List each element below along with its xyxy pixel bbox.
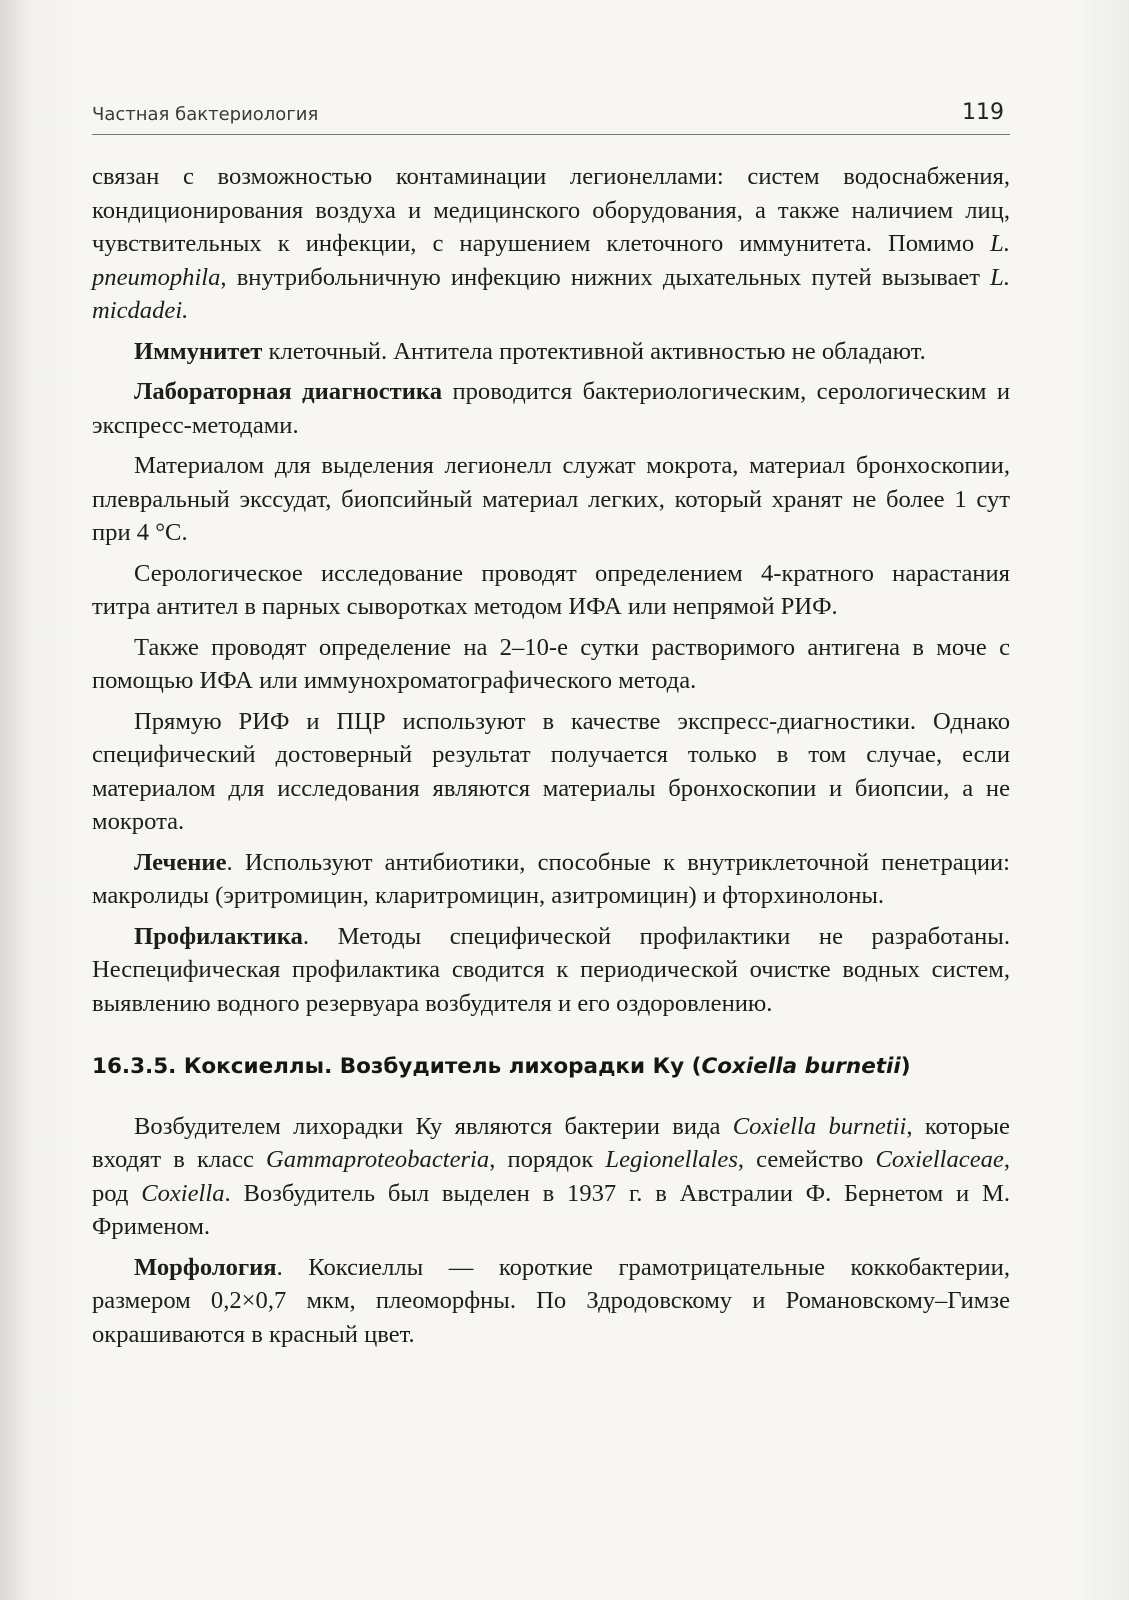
- paragraph-text: , род: [92, 1146, 1010, 1207]
- paragraph-material: Материалом для выделения легионелл служат мокрота, материал бронхоскопии, плевральный экссудат, биопсийный материал легких, который хранят не более 1 сут при 4 °С.: [92, 452, 1010, 546]
- taxon-genus: Coxiella: [141, 1179, 225, 1207]
- paragraph-text: , порядок: [489, 1146, 606, 1173]
- term-immunity: Иммунитет: [134, 337, 263, 365]
- taxon-class: Gammaproteobacteria: [266, 1146, 490, 1173]
- paragraph-text: , внутрибольничную инфекцию нижних дыхательных путей вызывает: [220, 263, 991, 291]
- paragraph-treatment: [92, 846, 1010, 913]
- paragraph-text: , семейство: [737, 1146, 876, 1173]
- section-title: 16.3.5. Коксиеллы. Возбудитель лихорадки Ку (: [92, 1054, 702, 1079]
- term-morphology: Морфология: [134, 1253, 277, 1281]
- paragraph-antigen: Также проводят определение на 2–10-е сутки растворимого антигена в моче с помощью ИФА или иммунохроматографического метода.: [92, 633, 1010, 694]
- section-species: Coxiella burnetii: [701, 1054, 901, 1079]
- paragraph-text: клеточный. Антитела протективной активностью не обладают.: [262, 337, 926, 365]
- species-name: L. pneumophila: [92, 230, 1010, 291]
- paragraph-lab-diagnostics: [92, 375, 1010, 442]
- paragraph-express: Прямую РИФ и ПЦР используют в качестве экспресс-диагностики. Однако специфический достоверный результат получается только в том случае, если материалом для исследования являются материалы бронхоскопии и биопсии, а не мокрота.: [92, 707, 1010, 835]
- paragraph-coxiella-intro: [92, 1110, 1010, 1244]
- paragraph-morphology: [92, 1251, 1010, 1352]
- paragraph-continuation: [92, 160, 1010, 328]
- paragraph-text: , которые входят в класс: [92, 1112, 1010, 1173]
- term-treatment: Лечение: [134, 848, 227, 876]
- paragraph-text: связан с возможностью контаминации легионеллами: систем водоснабжения, кондиционирования воздуха и медицинского оборудования, а также наличием лиц, чувствительных к инфекции, с нарушением клеточного иммунитета. Помимо: [92, 163, 1010, 257]
- paragraph-prophylaxis: [92, 920, 1010, 1021]
- section-heading: [92, 1050, 1010, 1084]
- species-name: Coxiella burnetii: [732, 1112, 907, 1140]
- species-name: L. micdadei.: [92, 263, 1010, 324]
- section-title-close: ): [900, 1054, 911, 1079]
- paragraph-serology: Серологическое исследование проводят определением 4-кратного нарастания титра антител в парных сыворотках методом ИФА или непрямой РИФ.: [92, 559, 1010, 620]
- taxon-family: Coxiellaceae: [875, 1146, 1004, 1173]
- term-prophylaxis: Профилактика: [134, 922, 303, 950]
- taxon-order: Legionellales: [605, 1146, 738, 1173]
- term-lab-diagnostics: Лабораторная диагностика: [134, 378, 442, 405]
- paragraph-text: . Коксиеллы — короткие грамотрицательные коккобактерии, размером 0,2×0,7 мкм, плеоморфны. По Здродовскому и Романовскому–Гимзе окрашиваются в красный цвет.: [92, 1253, 1010, 1348]
- page-number: 119: [962, 100, 1004, 125]
- paragraph-text: проводится бактериологическим, серологическим и экспресс-методами.: [92, 378, 1011, 439]
- paragraph-text: Возбудителем лихорадки Ку являются бактерии вида: [134, 1112, 733, 1140]
- paragraph-text: . Возбудитель был выделен в 1937 г. в Австралии Ф. Бернетом и М. Фрименом.: [92, 1179, 1011, 1240]
- paragraph-text: . Методы специфической профилактики не разработаны. Неспецифическая профилактика сводится к периодической очистке водных систем, выявлению водного резервуара возбудителя и его оздоровлению.: [92, 922, 1010, 1017]
- running-title: Частная бактериология: [92, 104, 319, 125]
- page-header: [92, 100, 1010, 135]
- paragraph-immunity: [92, 335, 1010, 369]
- paragraph-text: . Используют антибиотики, способные к внутриклеточной пенетрации: макролиды (эритромицин, кларитромицин, азитромицин) и фторхинолоны.: [92, 848, 1010, 909]
- page-body: [92, 160, 1010, 1358]
